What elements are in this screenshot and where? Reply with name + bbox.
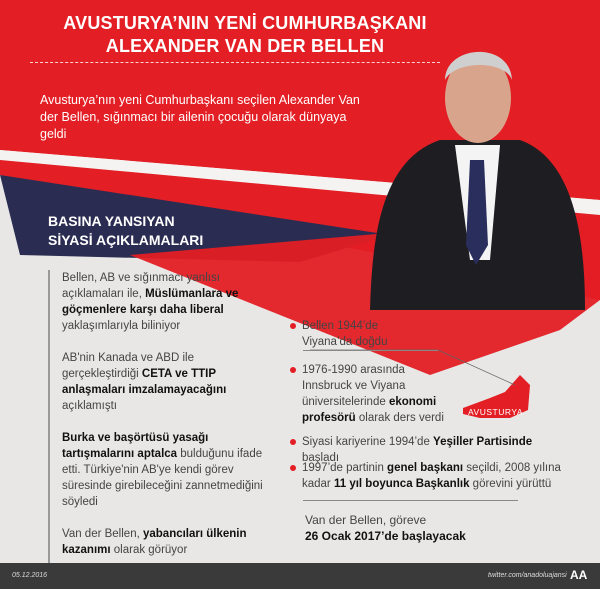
bio-text [302,318,414,350]
bold-text: yabancıları ülkenin kazanımı [62,528,247,556]
text: başladı [302,452,340,464]
text: AB'nin Kanada ve ABD ile gerçekleştirdiği [62,352,194,380]
bold-text: Müslümanlara ve göçmenlere karşı daha liberal [62,288,239,316]
statement-item [62,526,263,558]
text: Siyasi kariyerine 1994’de [302,436,434,448]
text: Bellen 1944’de Viyana’da doğdu [302,320,388,348]
map-label: AVUSTURYA [468,407,524,417]
text: Van der Bellen, [62,528,143,540]
aa-logo-icon: AA [570,568,588,582]
title-line: AVUSTURYA’NIN YENİ CUMHURBAŞKANI [63,13,427,33]
bio-item [290,460,564,492]
twitter-link[interactable]: twitter.com/anadoluajansi [488,572,567,579]
text: olarak görüyor [110,544,188,556]
bold-text: Burka ve başörtüsü yasağı tartışmalarını aptalca [62,432,209,460]
bio-text [302,460,564,492]
bold-text: CETA ve TTIP anlaşmaları imzalamayacağını [62,368,227,396]
text: yaklaşımlarıyla biliniyor [62,320,181,332]
title-line: ALEXANDER VAN DER BELLEN [105,36,385,56]
bold-text: genel başkanı [387,462,464,474]
bio-item [290,362,454,426]
subtitle: Avusturya’nın yeni Cumhurbaşkanı seçilen Alexander Van der Bellen, sığınmacı bir ailenin çocuğu olarak dünyaya geldi [40,93,360,141]
section-title-line: SİYASİ AÇIKLAMALARI [48,232,204,248]
footer [0,563,600,589]
note-line-bold: 26 Ocak 2017’de başlayacak [305,529,466,543]
text: görevini yürüttü [469,478,552,490]
divider [303,500,518,501]
note-line: Van der Bellen, göreve [305,513,427,527]
section-title [48,212,203,250]
text: 1976-1990 arasında Innsbruck ve Viyana üniversitelerinde [302,364,406,408]
statement-item [62,270,263,334]
bio-text [302,362,454,426]
divider [303,350,438,351]
text: açıklamıştı [62,400,117,412]
bullet-icon [290,439,296,445]
bullet-icon [290,465,296,471]
section-title-line: BASINA YANSIYAN [48,213,175,229]
divider [30,62,440,63]
statements-list [48,270,263,574]
text: bulduğunu ifade etti. Türkiye'nin AB'ye kendi görev süresinde girebileceğini zannetmediğini söyledi [62,448,263,508]
bullet-icon [290,323,296,329]
start-date-note [305,512,466,544]
text: seçildi, 2008 yılına kadar [302,462,561,490]
bold-text: ekonomi profesörü [302,396,437,424]
text: olarak ders verdi [355,412,444,424]
text: Bellen, AB ve sığınmacı yanlısı açıklamaları ile, [62,272,220,300]
bio-item [290,318,414,350]
date: 05.12.2016 [12,572,48,579]
statement-item [62,430,263,510]
bullet-icon [290,367,296,373]
text: 1997’de partinin [302,462,388,474]
bold-text: Yeşiller Partisinde [433,436,533,448]
statement-item [62,350,263,414]
page-title [60,12,430,58]
bold-text: 11 yıl boyunca Başkanlık [333,478,470,490]
